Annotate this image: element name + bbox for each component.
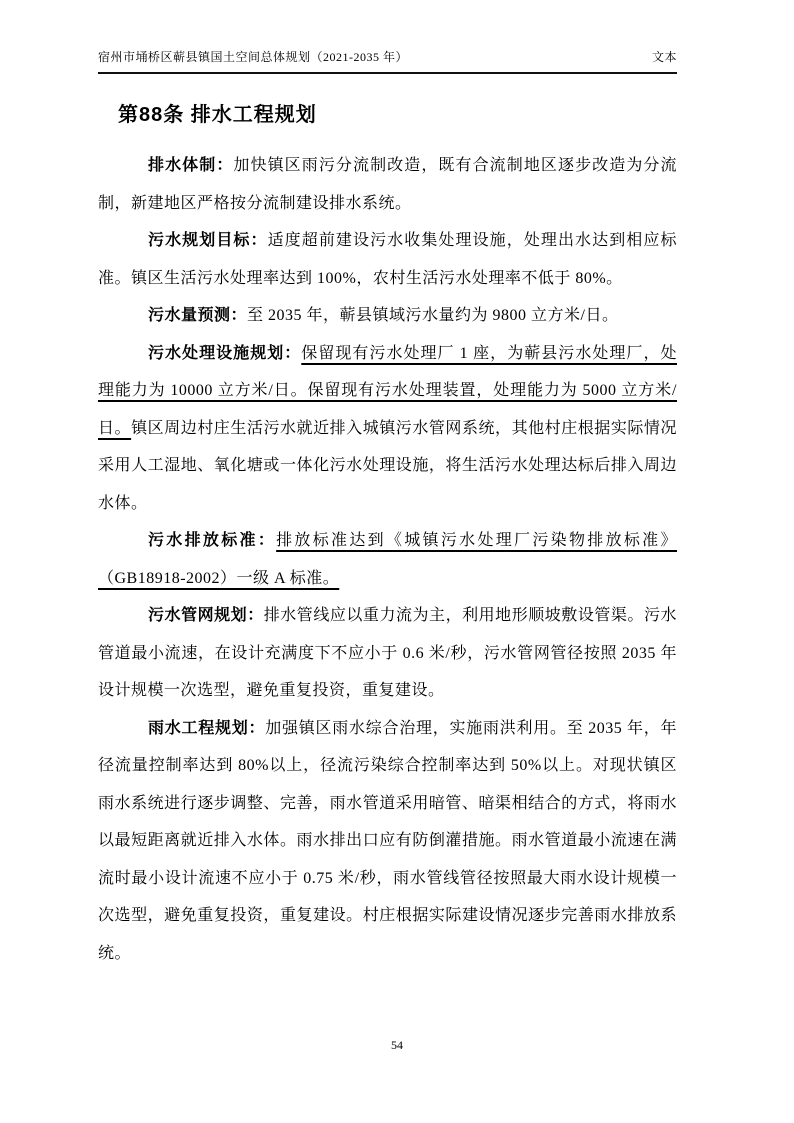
page-header bbox=[98, 48, 677, 74]
document-body bbox=[98, 147, 677, 972]
header-document-title: 宿州市埇桥区蕲县镇国土空间总体规划（2021-2035 年） bbox=[98, 50, 408, 64]
page-footer bbox=[0, 1038, 794, 1053]
section-title: 第88条 排水工程规划 bbox=[118, 104, 317, 126]
paragraph bbox=[98, 222, 677, 297]
paragraph-lead-label: 雨水工程规划： bbox=[148, 719, 266, 737]
paragraph-lead-label: 污水规划目标： bbox=[148, 232, 268, 249]
paragraph-text: 镇区周边村庄生活污水就近排入城镇污水管网系统，其他村庄根据实际情况采用人工湿地、氧化塘或一体化污水处理设施，将生活污水处理达标后排入周边水体。 bbox=[98, 419, 677, 512]
paragraph bbox=[98, 597, 677, 710]
paragraph-lead-label: 污水排放标准： bbox=[148, 532, 277, 549]
paragraph-text: 至 2035 年，蕲县镇域污水量约为 9800 立方米/日。 bbox=[247, 307, 619, 324]
paragraph-text: 适度超前建设污水收集处理设施，处理出水达到相应标准。镇区生活污水处理率达到 100%，农村生活污水处理率不低于 80%。 bbox=[98, 232, 677, 287]
content-area bbox=[98, 48, 677, 972]
header-doc-type-label: 文本 bbox=[651, 50, 677, 64]
paragraph-lead-label: 污水管网规划： bbox=[148, 607, 264, 624]
paragraph-text: 加快镇区雨污分流制改造，既有合流制地区逐步改造为分流制，新建地区严格按分流制建设排水系统。 bbox=[98, 157, 677, 212]
paragraph-lead-label: 污水量预测： bbox=[148, 307, 248, 324]
page-number: 54 bbox=[391, 1038, 403, 1052]
paragraph-text: 排水管线应以重力流为主，利用地形顺坡敷设管渠。污水管道最小流速，在设计充满度下不应小于 0.6 米/秒，污水管网管径按照 2035 年设计规模一次选型，避免重复投资，重复建设。 bbox=[98, 607, 677, 699]
paragraph bbox=[98, 297, 677, 335]
paragraph bbox=[98, 335, 677, 523]
paragraph-lead-label: 污水处理设施规划： bbox=[148, 344, 302, 362]
paragraph bbox=[98, 522, 677, 597]
paragraph-underlined-text: 排放标准达到《城镇污水处理厂污染物排放标准》（GB18918-2002）一级 A 标准。 bbox=[98, 532, 677, 587]
paragraph bbox=[98, 710, 677, 973]
paragraph-text: 加强镇区雨水综合治理，实施雨洪利用。至 2035 年，年径流量控制率达到 80%以上，径流污染综合控制率达到 50%以上。对现状镇区雨水系统进行逐步调整、完善，雨水管道采用暗管、暗渠相结合的方式，将雨水以最短距离就近排入水体。雨水排出口应有防倒灌措施。雨水管道最小流速在满流时最小设计流速不应小于 0.75 米/秒，雨水管线管径按照最大雨水设计规模一次选型，避免重复投资，重复建设。村庄根据实际建设情况逐步完善雨水排放系统。 bbox=[98, 719, 677, 962]
paragraph bbox=[98, 147, 677, 222]
paragraph-underlined-text: 保留现有污水处理厂 1 座，为蕲县污水处理厂，处理能力为 10000 立方米/日。保留现有污水处理装置，处理能力为 5000 立方米/日。 bbox=[98, 344, 677, 437]
paragraph-lead-label: 排水体制： bbox=[148, 157, 234, 174]
